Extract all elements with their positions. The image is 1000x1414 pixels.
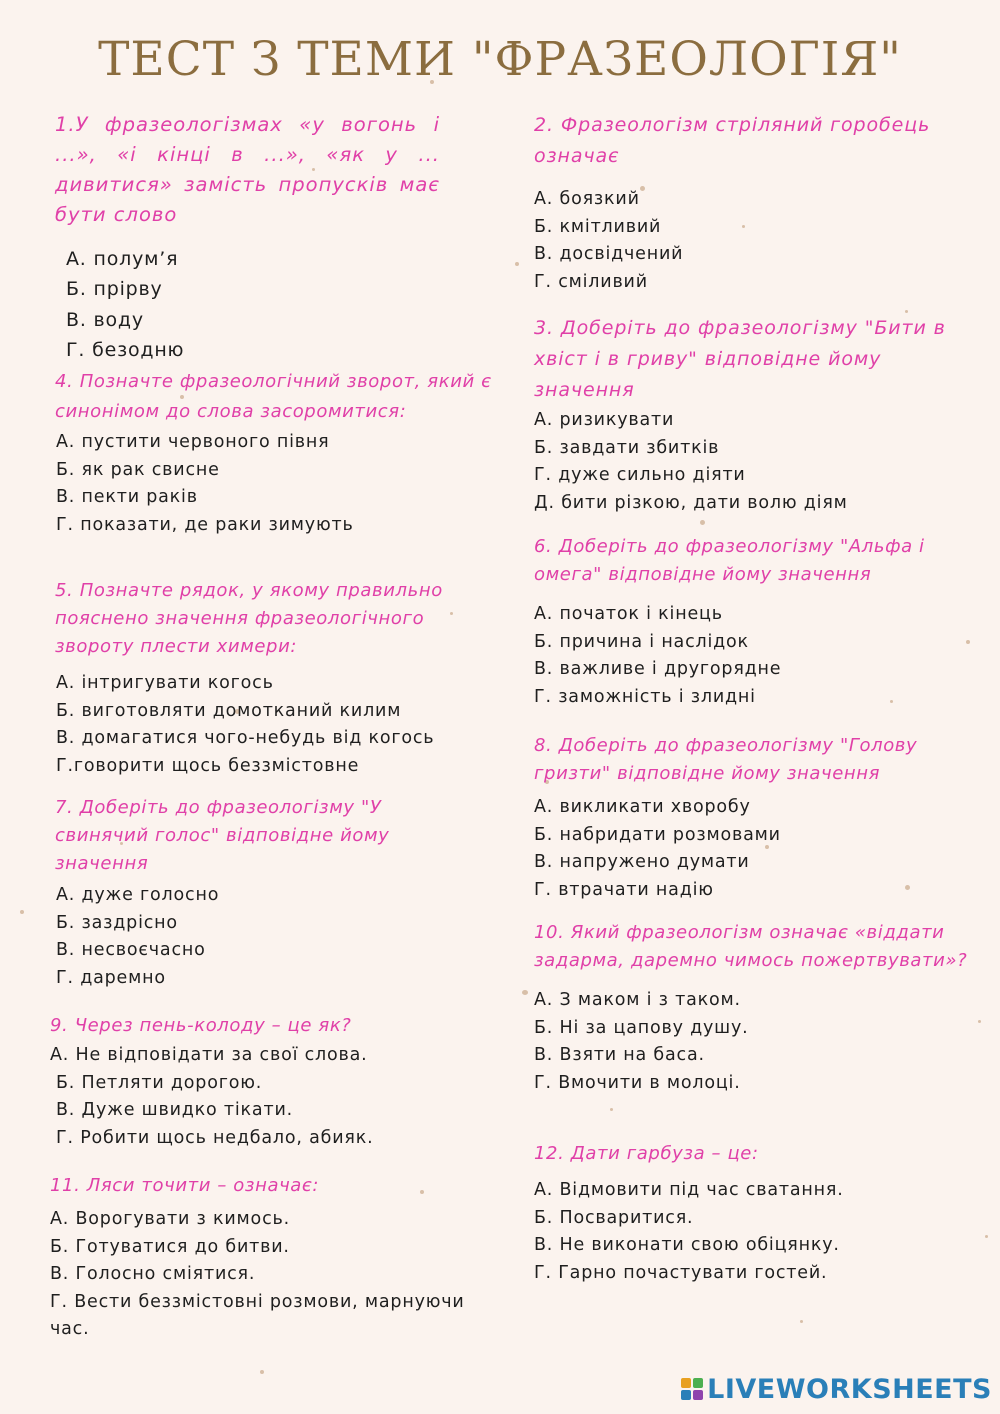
question-text: 9. Через пень-колоду – це як? <box>50 1015 352 1036</box>
answer-options <box>534 1177 974 1287</box>
question-text: 12. Дати гарбуза – це: <box>534 1143 759 1164</box>
answer-options <box>55 429 495 539</box>
answer-option[interactable]: Б. Готуватися до битви. <box>50 1236 290 1257</box>
logo-square <box>693 1390 703 1400</box>
question-4 <box>55 367 495 539</box>
answer-option[interactable]: Г. Вести беззмістовні розмови, марнуючи час. <box>50 1291 465 1340</box>
question-12 <box>534 1140 974 1287</box>
answer-options <box>55 670 475 780</box>
answer-option[interactable]: В. досвідчений <box>534 244 684 265</box>
question-11 <box>50 1172 500 1344</box>
answer-option[interactable]: А. початок і кінець <box>534 604 723 624</box>
answer-option[interactable]: В. пекти раків <box>56 487 198 508</box>
answer-option[interactable]: Г.говорити щось беззмістовне <box>56 755 360 776</box>
question-text: 2. Фразеологізм стріляний горобець означає <box>534 114 931 167</box>
answer-option[interactable]: В. несвоєчасно <box>56 940 206 961</box>
answer-option[interactable]: Г. безодню <box>66 338 185 361</box>
answer-option[interactable]: Б. Посваритися. <box>534 1207 694 1228</box>
answer-option[interactable]: В. воду <box>66 308 144 331</box>
question-2 <box>534 110 986 296</box>
answer-option[interactable]: А. Ворогувати з кимось. <box>50 1209 290 1229</box>
question-text: 5. Позначте рядок, у якому правильно пояснено значення фразеологічного звороту плести химери: <box>55 580 443 657</box>
question-10 <box>534 919 974 1097</box>
answer-option[interactable]: Б. кмітливий <box>534 216 662 237</box>
answer-option[interactable]: Б. Ні за цапову душу. <box>534 1017 749 1038</box>
answer-option[interactable]: В. Взяти на баса. <box>534 1045 705 1066</box>
answer-option[interactable]: А. Відмовити під час сватання. <box>534 1180 844 1200</box>
answer-option[interactable]: А. інтригувати когось <box>56 673 274 693</box>
answer-options <box>534 987 974 1097</box>
logo-square <box>681 1390 691 1400</box>
answer-option[interactable]: Б. Петляти дорогою. <box>56 1072 263 1093</box>
answer-option[interactable]: Г. Гарно почастувати гостей. <box>534 1262 828 1283</box>
question-text: 10. Який фразеологізм означає «віддати задарма, даремно чимось пожертвувати»? <box>534 922 968 971</box>
question-1 <box>55 110 440 365</box>
logo-icon <box>681 1378 703 1400</box>
answer-option[interactable]: В. напружено думати <box>534 852 750 873</box>
answer-option[interactable]: А. Не відповідати за свої слова. <box>50 1045 368 1065</box>
answer-option[interactable]: Г. Робити щось недбало, абияк. <box>56 1127 374 1148</box>
liveworksheets-logo[interactable] <box>681 1374 992 1404</box>
answer-option[interactable]: А. дуже голосно <box>56 885 220 905</box>
answer-option[interactable]: Б. набридати розмовами <box>534 824 781 845</box>
page-title: ТЕСТ З ТЕМИ "ФРАЗЕОЛОГІЯ" <box>98 32 902 87</box>
answer-options <box>534 186 986 296</box>
answer-option[interactable]: А. викликати хворобу <box>534 797 751 817</box>
answer-option[interactable]: В. Дуже швидко тікати. <box>56 1100 293 1121</box>
answer-option[interactable]: В. домагатися чого-небудь від когось <box>56 728 435 749</box>
answer-option[interactable]: Б. як рак свисне <box>56 459 220 480</box>
question-text: 6. Доберіть до фразеологізму "Альфа і омега" відповідне йому значення <box>534 536 925 585</box>
answer-option[interactable]: Г. заможність і злидні <box>534 686 756 707</box>
answer-option[interactable]: Б. заздрісно <box>56 912 178 933</box>
answer-options <box>50 1042 490 1152</box>
answer-option[interactable]: Б. прірву <box>66 278 163 301</box>
answer-options <box>534 407 979 517</box>
answer-option[interactable]: А. пустити червоного півня <box>56 432 330 452</box>
question-7 <box>55 794 425 992</box>
answer-option[interactable]: В. важливе і другорядне <box>534 659 782 680</box>
question-text: 8. Доберіть до фразеологізму "Голову гризти" відповідне йому значення <box>534 735 918 784</box>
answer-option[interactable]: Г. сміливий <box>534 271 648 292</box>
question-6 <box>534 533 954 711</box>
answer-option[interactable]: Б. причина і наслідок <box>534 631 749 652</box>
answer-option[interactable]: В. Не виконати свою обіцянку. <box>534 1235 840 1256</box>
answer-option[interactable]: А. боязкий <box>534 189 640 209</box>
answer-option[interactable]: В. Голосно сміятися. <box>50 1264 256 1285</box>
question-8 <box>534 732 954 904</box>
question-text: 4. Позначте фразеологічний зворот, який є синонімом до слова засоромитися: <box>55 371 492 422</box>
question-3 <box>534 313 979 517</box>
answer-options <box>534 794 954 904</box>
answer-option[interactable]: Г. показати, де раки зимують <box>56 514 354 535</box>
answer-option[interactable]: Б. завдати збитків <box>534 437 720 458</box>
answer-option[interactable]: Д. бити різкою, дати волю діям <box>534 492 848 513</box>
logo-text: LIVEWORKSHEETS <box>707 1373 992 1405</box>
answer-options <box>534 601 954 711</box>
answer-option[interactable]: А. полум’я <box>66 248 179 270</box>
question-text: 11. Ляси точити – означає: <box>50 1175 320 1196</box>
answer-option[interactable]: Г. Вмочити в молоці. <box>534 1072 741 1093</box>
question-text: 7. Доберіть до фразеологізму "У свинячий голос" відповідне йому значення <box>55 797 390 874</box>
question-text: 3. Доберіть до фразеологізму "Бити в хвіст і в гриву" відповідне йому значення <box>534 317 946 401</box>
answer-options <box>50 1206 500 1344</box>
logo-square <box>681 1378 691 1388</box>
question-9 <box>50 1012 490 1152</box>
question-5 <box>55 577 475 780</box>
answer-options <box>55 882 425 992</box>
question-text: 1.У фразеологізмах «у вогонь і ...», «і кінці в ...», «як у ... дивитися» замість пропусків має бути слово <box>55 113 440 226</box>
answer-option[interactable]: А. З маком і з таком. <box>534 990 741 1010</box>
answer-option[interactable]: Г. дуже сильно діяти <box>534 465 746 486</box>
logo-square <box>693 1378 703 1388</box>
answer-option[interactable]: Б. виготовляти домотканий килим <box>56 700 402 721</box>
answer-option[interactable]: А. ризикувати <box>534 410 675 430</box>
answer-options <box>55 244 440 365</box>
answer-option[interactable]: Г. втрачати надію <box>534 879 714 900</box>
answer-option[interactable]: Г. даремно <box>56 967 166 988</box>
